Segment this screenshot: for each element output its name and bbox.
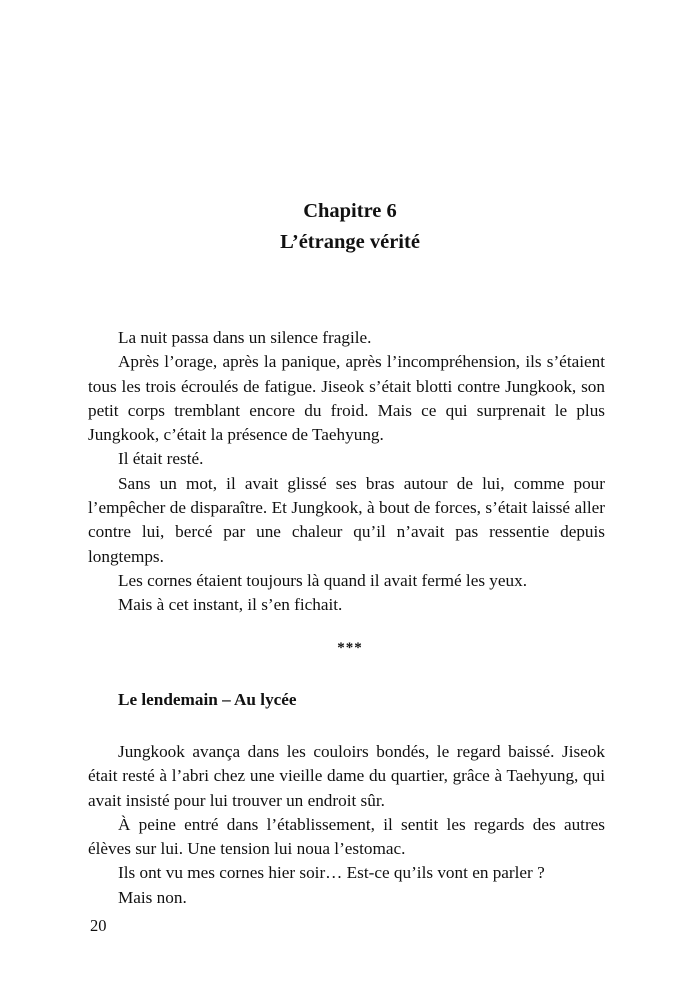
paragraph: Mais non. (118, 887, 187, 907)
chapter-number: Chapitre 6 (303, 200, 397, 222)
paragraph: À peine entré dans l’établissement, il sentit les regards des autres élèves sur lui. Une tension lui noua l’estomac. (88, 814, 605, 859)
paragraph: Il était resté. (118, 449, 204, 469)
chapter-heading (0, 196, 700, 258)
chapter-title: L’étrange vérité (280, 231, 420, 253)
section-heading: Le lendemain – Au lycée (118, 690, 297, 709)
body-text-block-2 (88, 740, 605, 910)
paragraph: Les cornes étaient toujours là quand il avait fermé les yeux. (118, 570, 528, 590)
paragraph: Sans un mot, il avait glissé ses bras autour de lui, comme pour l’empêcher de disparaître. Et Jungkook, à bout de forces, s’était laissé aller contre lui, bercé par une chaleur qu’il n’avait pas ressentie depuis longtemps. (88, 473, 605, 566)
paragraph: La nuit passa dans un silence fragile. (118, 328, 372, 347)
paragraph: Jungkook avança dans les couloirs bondés, le regard baissé. Jiseok était resté à l’abri chez une vieille dame du quartier, grâce à Taehyung, qui avait insisté pour lui trouver un endroit sûr. (88, 742, 605, 810)
scene-separator: *** (337, 640, 363, 656)
paragraph: Mais à cet instant, il s’en fichait. (118, 595, 343, 615)
page-number: 20 (90, 916, 107, 935)
body-text-block-1 (88, 326, 605, 618)
paragraph: Ils ont vu mes cornes hier soir… Est-ce qu’ils vont en parler ? (118, 863, 545, 883)
paragraph: Après l’orage, après la panique, après l’incompréhension, ils s’étaient tous les trois écroulés de fatigue. Jiseok s’était blotti contre Jungkook, son petit corps tremblant encore du froid. Mais ce qui surprenait le plus Jungkook, c’était la présence de Taehyung. (88, 352, 605, 445)
